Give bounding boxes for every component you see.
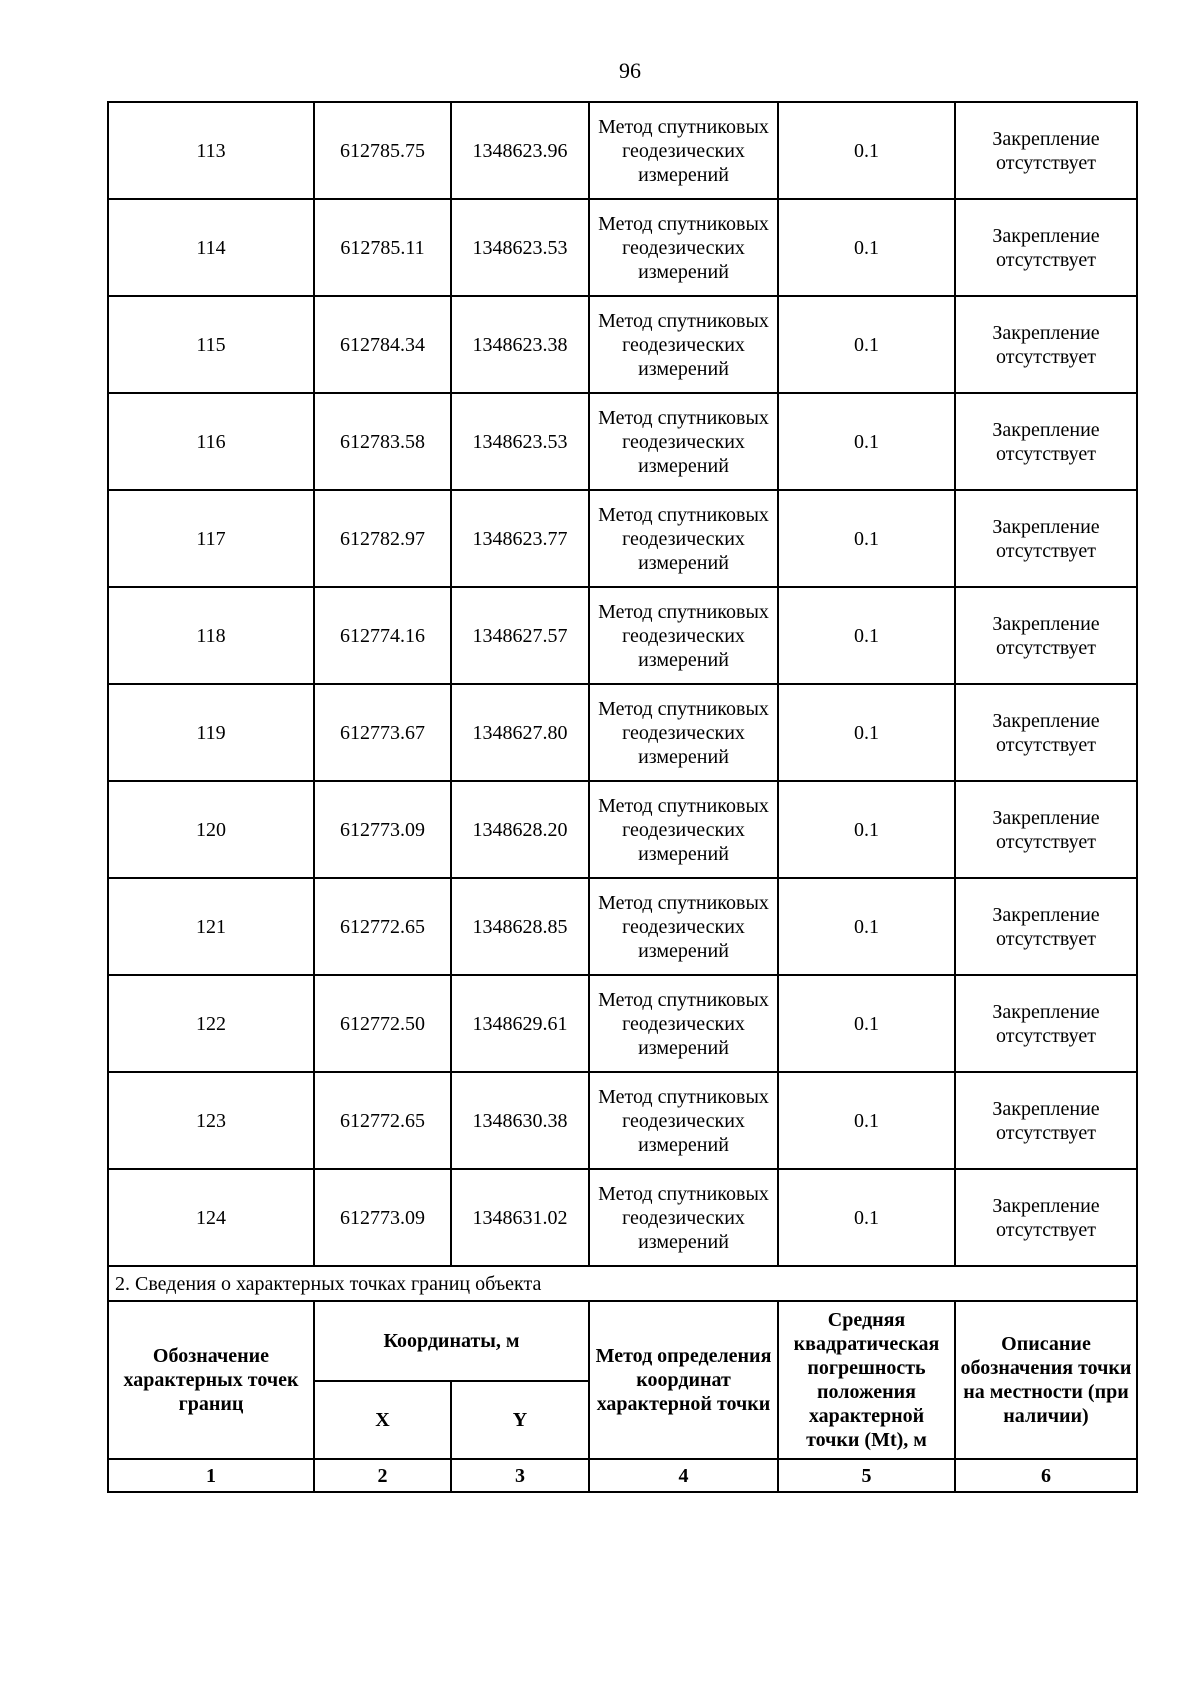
cell-point-number: 120 bbox=[108, 781, 314, 878]
header-coordinates: Координаты, м bbox=[314, 1301, 589, 1381]
table-row bbox=[108, 587, 1137, 684]
cell-point-number: 121 bbox=[108, 878, 314, 975]
cell-description: Закрепление отсутствует bbox=[955, 781, 1137, 878]
table-row bbox=[108, 199, 1137, 296]
table-header-row bbox=[108, 1301, 1137, 1381]
table-row bbox=[108, 975, 1137, 1072]
cell-accuracy: 0.1 bbox=[778, 781, 955, 878]
header-x: X bbox=[314, 1381, 451, 1459]
cell-method: Метод спутниковых геодезических измерений bbox=[589, 1072, 778, 1169]
table-row bbox=[108, 393, 1137, 490]
cell-description: Закрепление отсутствует bbox=[955, 393, 1137, 490]
cell-coordinate-y: 1348627.57 bbox=[451, 587, 589, 684]
cell-point-number: 119 bbox=[108, 684, 314, 781]
header-accuracy: Средняя квадратическая погрешность положения характерной точки (Mt), м bbox=[778, 1301, 955, 1459]
cell-point-number: 122 bbox=[108, 975, 314, 1072]
cell-point-number: 114 bbox=[108, 199, 314, 296]
cell-description: Закрепление отсутствует bbox=[955, 878, 1137, 975]
cell-accuracy: 0.1 bbox=[778, 296, 955, 393]
cell-point-number: 118 bbox=[108, 587, 314, 684]
table-row bbox=[108, 296, 1137, 393]
section-title-row bbox=[108, 1266, 1137, 1301]
cell-coordinate-y: 1348628.20 bbox=[451, 781, 589, 878]
table-row bbox=[108, 102, 1137, 199]
cell-method: Метод спутниковых геодезических измерений bbox=[589, 684, 778, 781]
cell-coordinate-x: 612773.67 bbox=[314, 684, 451, 781]
table-row bbox=[108, 781, 1137, 878]
cell-accuracy: 0.1 bbox=[778, 587, 955, 684]
cell-point-number: 116 bbox=[108, 393, 314, 490]
cell-method: Метод спутниковых геодезических измерений bbox=[589, 102, 778, 199]
cell-method: Метод спутниковых геодезических измерений bbox=[589, 490, 778, 587]
cell-coordinate-y: 1348631.02 bbox=[451, 1169, 589, 1266]
column-numbers-row bbox=[108, 1459, 1137, 1492]
cell-method: Метод спутниковых геодезических измерений bbox=[589, 296, 778, 393]
cell-method: Метод спутниковых геодезических измерений bbox=[589, 781, 778, 878]
cell-point-number: 123 bbox=[108, 1072, 314, 1169]
cell-coordinate-x: 612785.11 bbox=[314, 199, 451, 296]
cell-point-number: 117 bbox=[108, 490, 314, 587]
cell-point-number: 113 bbox=[108, 102, 314, 199]
header-y: Y bbox=[451, 1381, 589, 1459]
cell-coordinate-y: 1348629.61 bbox=[451, 975, 589, 1072]
cell-accuracy: 0.1 bbox=[778, 975, 955, 1072]
cell-coordinate-y: 1348623.77 bbox=[451, 490, 589, 587]
cell-accuracy: 0.1 bbox=[778, 199, 955, 296]
page-number: 96 bbox=[619, 58, 641, 83]
cell-coordinate-y: 1348627.80 bbox=[451, 684, 589, 781]
cell-accuracy: 0.1 bbox=[778, 878, 955, 975]
cell-coordinate-x: 612785.75 bbox=[314, 102, 451, 199]
cell-coordinate-x: 612773.09 bbox=[314, 1169, 451, 1266]
cell-accuracy: 0.1 bbox=[778, 1072, 955, 1169]
column-number: 4 bbox=[589, 1459, 778, 1492]
cell-description: Закрепление отсутствует bbox=[955, 102, 1137, 199]
header-method: Метод определения координат характерной точки bbox=[589, 1301, 778, 1459]
cell-accuracy: 0.1 bbox=[778, 102, 955, 199]
cell-description: Закрепление отсутствует bbox=[955, 975, 1137, 1072]
cell-coordinate-y: 1348623.53 bbox=[451, 199, 589, 296]
header-point-designation: Обозначение характерных точек границ bbox=[108, 1301, 314, 1459]
cell-accuracy: 0.1 bbox=[778, 490, 955, 587]
cell-coordinate-y: 1348630.38 bbox=[451, 1072, 589, 1169]
column-number: 2 bbox=[314, 1459, 451, 1492]
cell-description: Закрепление отсутствует bbox=[955, 1169, 1137, 1266]
cell-coordinate-x: 612773.09 bbox=[314, 781, 451, 878]
cell-method: Метод спутниковых геодезических измерений bbox=[589, 199, 778, 296]
cell-description: Закрепление отсутствует bbox=[955, 199, 1137, 296]
cell-method: Метод спутниковых геодезических измерений bbox=[589, 587, 778, 684]
column-number: 3 bbox=[451, 1459, 589, 1492]
table-row bbox=[108, 878, 1137, 975]
cell-description: Закрепление отсутствует bbox=[955, 490, 1137, 587]
cell-method: Метод спутниковых геодезических измерений bbox=[589, 1169, 778, 1266]
cell-accuracy: 0.1 bbox=[778, 684, 955, 781]
column-number: 5 bbox=[778, 1459, 955, 1492]
cell-coordinate-x: 612784.34 bbox=[314, 296, 451, 393]
cell-description: Закрепление отсутствует bbox=[955, 1072, 1137, 1169]
cell-coordinate-y: 1348623.38 bbox=[451, 296, 589, 393]
cell-accuracy: 0.1 bbox=[778, 393, 955, 490]
cell-accuracy: 0.1 bbox=[778, 1169, 955, 1266]
cell-coordinate-y: 1348628.85 bbox=[451, 878, 589, 975]
cell-method: Метод спутниковых геодезических измерений bbox=[589, 975, 778, 1072]
cell-description: Закрепление отсутствует bbox=[955, 587, 1137, 684]
table-row bbox=[108, 490, 1137, 587]
boundary-points-table bbox=[107, 101, 1138, 1493]
cell-coordinate-x: 612783.58 bbox=[314, 393, 451, 490]
cell-coordinate-x: 612774.16 bbox=[314, 587, 451, 684]
cell-point-number: 115 bbox=[108, 296, 314, 393]
cell-method: Метод спутниковых геодезических измерений bbox=[589, 393, 778, 490]
section-title: 2. Сведения о характерных точках границ объекта bbox=[108, 1266, 1137, 1301]
table-row bbox=[108, 684, 1137, 781]
cell-coordinate-x: 612772.65 bbox=[314, 878, 451, 975]
cell-description: Закрепление отсутствует bbox=[955, 684, 1137, 781]
cell-point-number: 124 bbox=[108, 1169, 314, 1266]
table-body bbox=[108, 102, 1137, 1266]
cell-coordinate-x: 612772.50 bbox=[314, 975, 451, 1072]
header-description: Описание обозначения точки на местности (при наличии) bbox=[955, 1301, 1137, 1459]
cell-coordinate-x: 612782.97 bbox=[314, 490, 451, 587]
cell-coordinate-y: 1348623.53 bbox=[451, 393, 589, 490]
cell-method: Метод спутниковых геодезических измерений bbox=[589, 878, 778, 975]
column-number: 1 bbox=[108, 1459, 314, 1492]
cell-description: Закрепление отсутствует bbox=[955, 296, 1137, 393]
table-row bbox=[108, 1072, 1137, 1169]
cell-coordinate-x: 612772.65 bbox=[314, 1072, 451, 1169]
column-number: 6 bbox=[955, 1459, 1137, 1492]
cell-coordinate-y: 1348623.96 bbox=[451, 102, 589, 199]
table-row bbox=[108, 1169, 1137, 1266]
